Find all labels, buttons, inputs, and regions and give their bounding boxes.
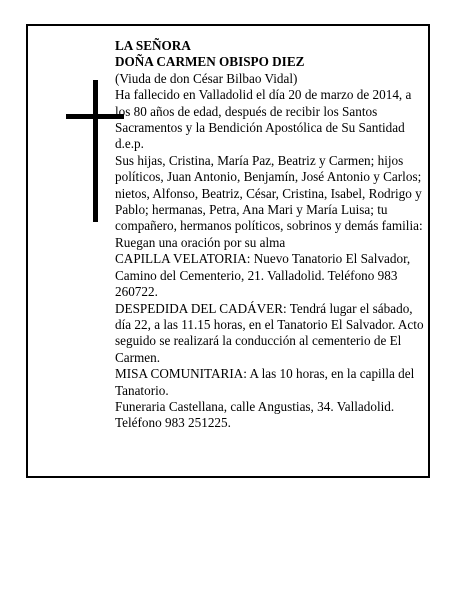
farewell-info: DESPEDIDA DEL CADÁVER: Tendrá lugar el sábado, día 22, a las 11.15 horas, en el Tanatorio El Salvador. Acto seguido se realizará la conducción al cementerio de El Carmen. [115,300,424,365]
notice-heading: LA SEÑORA [115,38,191,53]
mass-info: MISA COMUNITARIA: A las 10 horas, en la capilla del Tanatorio. [115,366,415,398]
deceased-name: DOÑA CARMEN OBISPO DIEZ [115,54,305,70]
family-list: Sus hijas, Cristina, María Paz, Beatriz y Carmen; hijos políticos, Juan Antonio, Benjamín, José Antonio y Carlos; nietos, Alfonso, Beatriz, César, Cristina, Isabel, Rodrigo y Pablo; hermanas, Petra, Ana Mari y María Luisa; tu compañero, hermanos políticos, sobrinos y demás familia: [115,152,423,234]
widow-of-line: (Viuda de don César Bilbao Vidal) [115,70,298,86]
funeral-home-info: Funeraria Castellana, calle Angustias, 34. Valladolid. Teléfono 983 251225. [115,398,395,431]
rip-line: d.e.p. [115,136,144,152]
cross-vertical-bar [93,80,98,222]
prayer-request: Ruegan una oración por su alma [115,234,286,250]
death-announcement: Ha fallecido en Valladolid el día 20 de marzo de 2014, a los 80 años de edad, después de recibir los Santos Sacramentos y la Bendición Apostólica de Su Santidad [115,87,412,136]
wake-info: CAPILLA VELATORIA: Nuevo Tanatorio El Salvador, Camino del Cementerio, 21. Valladolid. Teléfono 983 260722. [115,251,411,300]
obituary-text [115,38,425,432]
